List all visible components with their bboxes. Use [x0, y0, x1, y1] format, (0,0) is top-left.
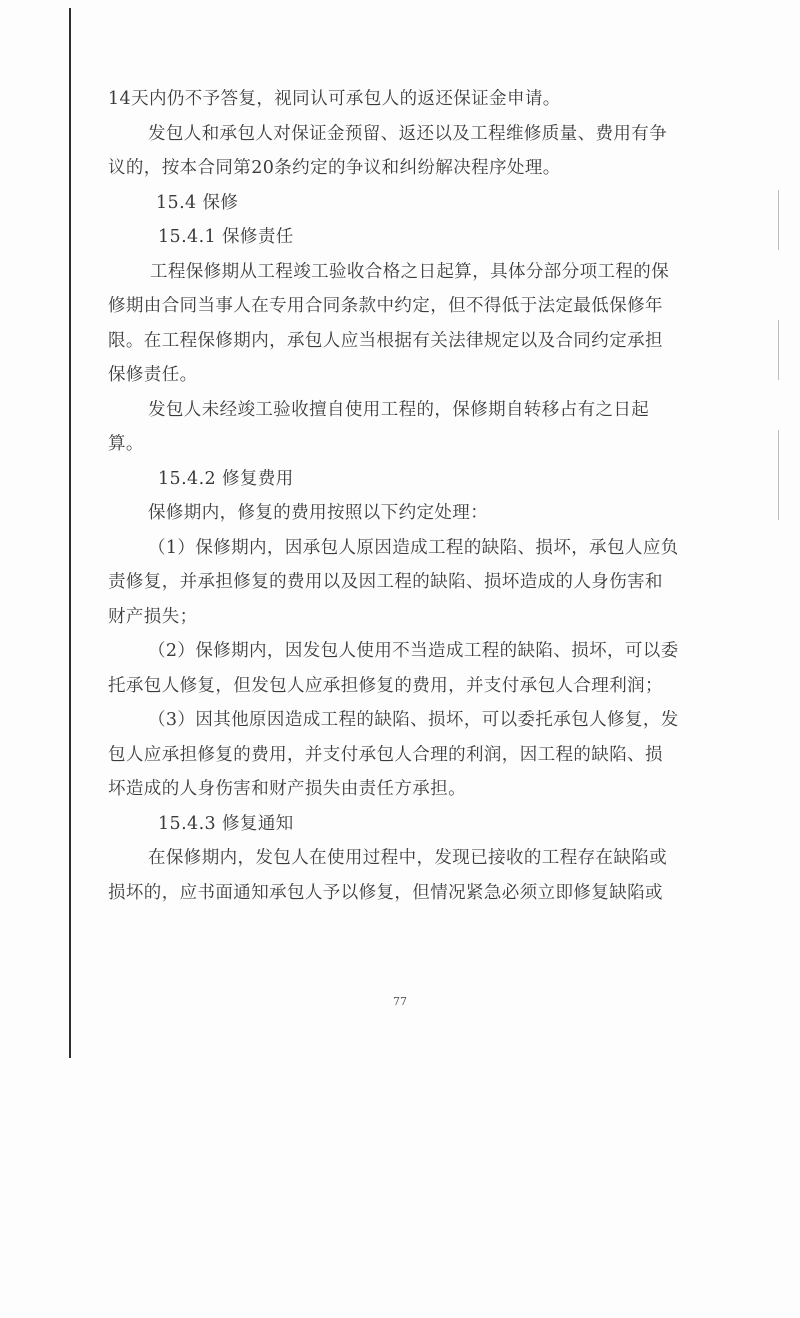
text-line: 托承包人修复，但发包人应承担修复的费用，并支付承包人合理利润； [108, 675, 663, 696]
text-line: 保修责任。 [108, 365, 198, 385]
text-line: 发包人和承包人对保证金预留、返还以及工程维修质量、费用有争 [148, 123, 668, 144]
text-line: 损坏的，应书面通知承包人予以修复，但情况紧急必须立即修复缺陷或 [108, 882, 663, 903]
scan-edge-mark [778, 430, 779, 520]
page-number: 77 [393, 995, 407, 1008]
section-heading: 15.4 保修 [156, 192, 239, 213]
text-line: 在保修期内，发包人在使用过程中，发现已接收的工程存在缺陷或 [148, 848, 668, 868]
binding-margin-line [69, 8, 71, 1058]
text-line: 算。 [108, 434, 144, 454]
list-item: （2）保修期内，因发包人使用不当造成工程的缺陷、损坏，可以委 [148, 641, 679, 661]
list-item: （1）保修期内，因承包人原因造成工程的缺陷、损坏，承包人应负 [148, 537, 679, 558]
text-line: 财产损失； [108, 606, 198, 627]
text-line: 责修复，并承担修复的费用以及因工程的缺陷、损坏造成的人身伤害和 [108, 572, 663, 592]
text-line: 限。在工程保修期内，承包人应当根据有关法律规定以及合同约定承担 [108, 330, 663, 351]
text-line: 工程保修期从工程竣工验收合格之日起算，具体分部分项工程的保 [150, 261, 670, 282]
list-item: （3）因其他原因造成工程的缺陷、损坏，可以委托承包人修复，发 [148, 710, 679, 730]
text-line: 议的，按本合同第20条约定的争议和纠纷解决程序处理。 [108, 158, 561, 178]
subsection-heading: 15.4.1 保修责任 [158, 227, 294, 247]
text-line: 坏造成的人身伤害和财产损失由责任方承担。 [108, 779, 466, 799]
subsection-heading: 15.4.2 修复费用 [158, 468, 294, 489]
text-line: 保修期内，修复的费用按照以下约定处理： [148, 503, 489, 523]
scan-edge-mark [778, 190, 779, 250]
text-line: 14天内仍不予答复，视同认可承包人的返还保证金申请。 [108, 89, 561, 109]
text-line: 修期由合同当事人在专用合同条款中约定，但不得低于法定最低保修年 [108, 296, 663, 316]
text-line: 包人应承担修复的费用，并支付承包人合理的利润，因工程的缺陷、损 [108, 744, 663, 765]
text-line: 发包人未经竣工验收擅自使用工程的，保修期自转移占有之日起 [148, 399, 650, 420]
subsection-heading: 15.4.3 修复通知 [158, 813, 294, 834]
scan-edge-mark [778, 320, 779, 380]
body-text [108, 82, 698, 910]
